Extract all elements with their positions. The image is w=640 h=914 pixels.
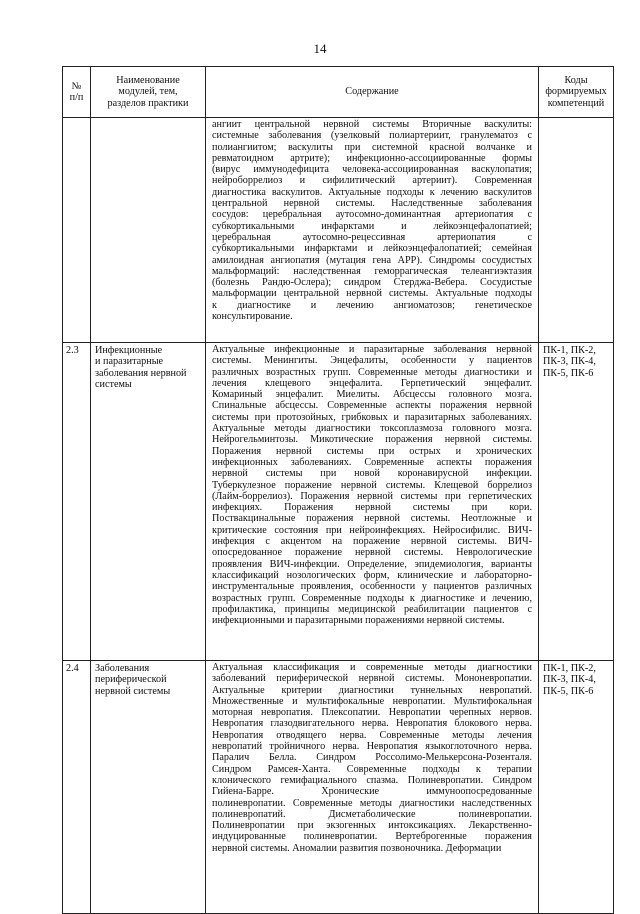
content-line: инфекционных заболеваниях. Современные аспекты поражения — [212, 456, 532, 468]
header-codes — [539, 67, 614, 118]
content-line: нервной системы при новой коронавирусной инфекции. — [212, 468, 532, 480]
content-line: полиневропатии. Современные методы диагностики наследственных — [212, 797, 532, 809]
content-line: субкортикальными инфарктами и лейкоэнцефалопатией; семейная — [212, 243, 532, 255]
row-content — [206, 661, 539, 914]
content-line: Актуальная классификация и современные методы диагностики — [212, 662, 532, 673]
content-line: опосредованное поражение нервной системы. Неврологические — [212, 547, 532, 559]
header-name-text: Наименование модулей, тем, разделов практики — [107, 75, 189, 109]
content-line: полиневропатий. Дисметаболические полиневропатии. — [212, 808, 532, 820]
content-line: Актуальные критерии диагностики туннельных невропатий. — [212, 684, 532, 696]
content-line: клонического гемифациального спазма. Полиневропатии. Синдром — [212, 774, 532, 786]
row-codes — [539, 118, 614, 343]
table-header-row — [63, 67, 614, 118]
content-line: невропатий тройничного нерва. Невропатия языкоглоточного нерва. — [212, 741, 532, 753]
content-line: лечения клещевого энцефалита. Герпетический энцефалит. — [212, 377, 532, 389]
content-line: полиангиитом; васкулиты при системной красной волчанке и — [212, 141, 532, 153]
content-line: моторная невропатия. Плексопатии. Невропатии черепных нервов. — [212, 707, 532, 719]
table-row — [63, 661, 614, 914]
content-line: различных возрастных групп. Современные методы диагностики и — [212, 366, 532, 378]
row-content — [206, 343, 539, 661]
header-name — [91, 67, 206, 118]
content-line: Поражения нервной системы при острых и хронических — [212, 445, 532, 457]
row-codes: ПК-1, ПК-2, ПК-3, ПК-4, ПК-5, ПК-6 — [539, 661, 614, 914]
content-line: Гийена-Барре. Хронические иммуноопосредованные — [212, 786, 532, 798]
content-line: нейроборрелиоз и сифилитический артериит). Современная — [212, 175, 532, 187]
content-line: Комариный энцефалит. Миелиты. Абсцессы головного мозга. — [212, 389, 532, 401]
content-line: субкортикальными инфарктами и лейкоэнцефалопатией; — [212, 220, 532, 232]
table-row — [63, 343, 614, 661]
content-line: к диагностике и лечению ангиоматозов; генетическое — [212, 299, 532, 311]
page-number: 14 — [313, 41, 327, 56]
content-line: критические состояния при нейроинфекциях. Нейросифилис. ВИЧ- — [212, 524, 532, 536]
row-number: 2.4 — [63, 661, 91, 914]
content-line: инфекционными и паразитарными поражениями нервной системы. — [212, 615, 505, 627]
content-line: ревматоидном артрите); инфекционно-ассоциированные формы — [212, 152, 532, 164]
row-title: Заболевания периферической нервной системы — [91, 661, 206, 914]
row-number: 2.3 — [63, 343, 91, 661]
content-line: (болезнь Рандю-Ослера); синдром Стерджа-Вебера. Сосудистые — [212, 277, 532, 289]
content-line: профилактика, принципы медицинской реабилитации пациентов с — [212, 603, 532, 615]
content-line: Полиневропатии при экзогенных интоксикациях. Лекарственно- — [212, 820, 532, 832]
content-line: Паралич Белла. Синдром Россолимо-Мелькерсона-Розенталя. — [212, 752, 532, 764]
row-codes: ПК-1, ПК-2, ПК-3, ПК-4, ПК-5, ПК-6 — [539, 343, 614, 661]
content-line: (Лайм-боррелиоз). Поражения нервной системы при герпетических — [212, 490, 532, 502]
row-title: Инфекционные и паразитарные заболевания нервной системы — [91, 343, 206, 661]
table-row — [63, 118, 614, 343]
row-title — [91, 118, 206, 343]
content-line: ангиит центральной нервной системы Вторичные васкулиты: — [212, 119, 532, 130]
content-line: инструментальные проявления, особенности у пациентов различных — [212, 581, 532, 593]
content-line: инфекциях. Поражения нервной системы при кори. — [212, 502, 532, 514]
content-line: мальформации центральной нервной системы. Актуальные подходы — [212, 288, 532, 300]
content-line: возрастных групп. Современные подходы к диагностике и лечению, — [212, 592, 532, 604]
content-line: диагностика васкулитов. Актуальные подходы к лечению васкулитов — [212, 186, 532, 198]
content-line: Нейрогельминтозы. Микотические поражения нервной системы. — [212, 434, 532, 446]
content-line: Синдром Рамсея-Ханта. Современные подходы к терапии — [212, 763, 532, 775]
content-line: классификаций нозологических форм, клинические и лабораторно- — [212, 569, 532, 581]
curriculum-table — [62, 66, 614, 914]
content-line: Невропатия отводящего нерва. Современные методы лечения — [212, 729, 532, 741]
row-number — [63, 118, 91, 343]
header-codes-text: Коды формируемых компетенций — [545, 75, 607, 109]
header-content-text: Содержание — [345, 86, 399, 98]
content-line: мальформаций: наследственная геморрагическая телеангиэктазия — [212, 265, 532, 277]
content-line: Поствакцинальные поражения нервной системы. Неотложные и — [212, 513, 532, 525]
content-line: инфекция с акцентом на поражение нервной системы. ВИЧ- — [212, 536, 532, 548]
content-line: центральной нервной системы. Наследственные заболевания — [212, 198, 532, 210]
header-content — [206, 67, 539, 118]
content-line: Актуальные методы диагностики токсоплазмоза головного мозга. — [212, 423, 532, 435]
content-line: системы. Менингиты. Энцефалиты, особенности у пациентов — [212, 355, 532, 367]
content-line: Туберкулезное поражение нервной системы. Клещевой боррелиоз — [212, 479, 532, 491]
content-line: Невропатия глазодвигательного нерва. Невропатия блокового нерва. — [212, 718, 532, 730]
content-line: Спинальные абсцессы. Современные аспекты поражения нервной — [212, 400, 532, 412]
row-content — [206, 118, 539, 343]
content-line: (вирус иммунодефицита человека-ассоциированная васкулопатия; — [212, 164, 532, 176]
content-line: консультирование. — [212, 311, 293, 323]
content-line: нервной системы. Аномалии развития позвоночника. Деформации — [212, 842, 502, 854]
content-line: Множественные и мультифокальные невропатии. Мультифокальная — [212, 695, 532, 707]
content-line: индуцированные полиневропатии. Вертеброгенные поражения — [212, 831, 532, 843]
content-line: проявления ВИЧ-инфекции. Определение, эпидемиология, варианты — [212, 558, 532, 570]
header-num — [63, 67, 91, 118]
content-line: амилоидная ангиопатия (мутация гена APP). Синдромы сосудистых — [212, 254, 532, 266]
content-line: системы при протозойных, грибковых и паразитарных заболеваниях. — [212, 411, 532, 423]
content-line: заболеваний периферической нервной системы. Мононевропатии. — [212, 673, 532, 685]
header-num-text: № п/п — [69, 80, 84, 103]
content-line: церебральная аутосомно-рецессивная артериопатия с — [212, 231, 532, 243]
content-line: системные заболевания (узелковый полиартериит, гранулематоз с — [212, 130, 532, 142]
content-line: сосудов: церебральная аутосомно-доминантная артериопатия с — [212, 209, 532, 221]
content-line: Актуальные инфекционные и паразитарные заболевания нервной — [212, 344, 532, 355]
